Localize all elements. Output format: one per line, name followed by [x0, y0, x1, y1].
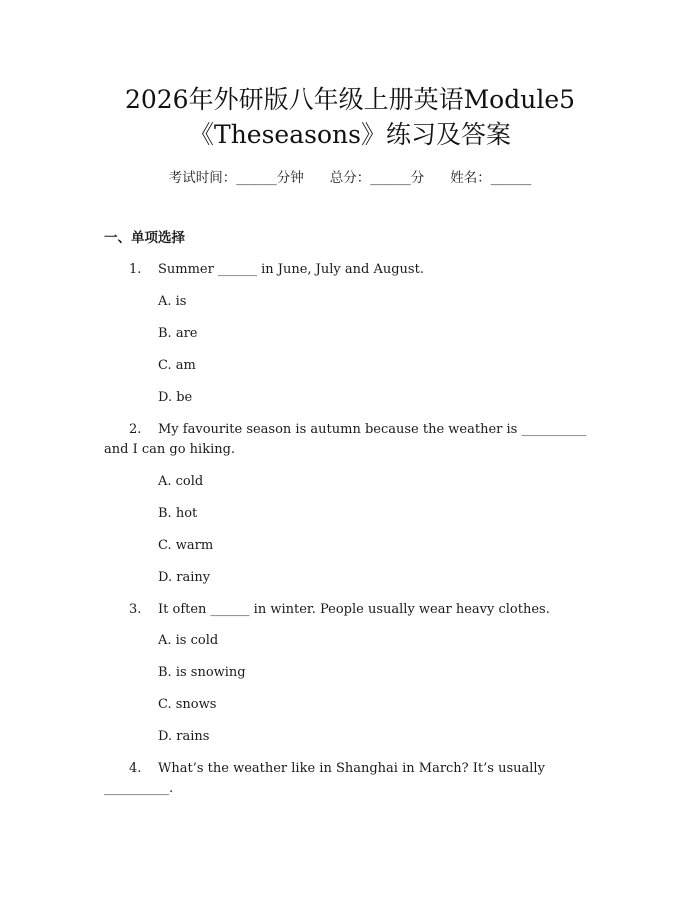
question-number: 2.	[129, 422, 142, 437]
option-2c: C. warm	[158, 538, 214, 553]
option-1b: B. are	[158, 326, 198, 341]
question-text: My favourite season is autumn because the weather is __________	[158, 422, 587, 437]
option-3d: D. rains	[158, 729, 210, 744]
question-4	[129, 760, 545, 778]
question-text: It often ______ in winter. People usually wear heavy clothes.	[158, 602, 550, 617]
total-score-label: 总分：______分	[329, 170, 425, 186]
option-1c: C. am	[158, 358, 196, 373]
section-title: 一、单项选择	[104, 230, 185, 246]
option-3c: C. snows	[158, 697, 217, 712]
question-number: 3.	[129, 602, 142, 617]
question-4-continuation: __________.	[104, 781, 174, 796]
question-number: 4.	[129, 761, 142, 776]
option-2d: D. rainy	[158, 570, 211, 585]
question-number: 1.	[129, 262, 142, 277]
question-1	[129, 261, 424, 279]
question-2-continuation: and I can go hiking.	[104, 442, 236, 457]
option-2b: B. hot	[158, 506, 198, 521]
document-title-line-1: 2026年外研版八年级上册英语Module5	[124, 85, 576, 114]
question-text: Summer ______ in June, July and August.	[158, 262, 424, 277]
question-text: What’s the weather like in Shanghai in March? It’s usually	[158, 761, 545, 776]
option-3b: B. is snowing	[158, 665, 246, 680]
exam-info-row	[0, 169, 700, 187]
option-2a: A. cold	[158, 474, 204, 489]
exam-time-label: 考试时间：______分钟	[168, 170, 304, 186]
question-2	[129, 421, 586, 439]
option-3a: A. is cold	[158, 633, 219, 648]
name-label: 姓名：______	[450, 170, 532, 186]
question-3	[129, 601, 550, 619]
document-title-line-2: 《Theseasons》练习及答案	[189, 120, 511, 149]
option-1a: A. is	[158, 294, 187, 309]
option-1d: D. be	[158, 390, 193, 405]
